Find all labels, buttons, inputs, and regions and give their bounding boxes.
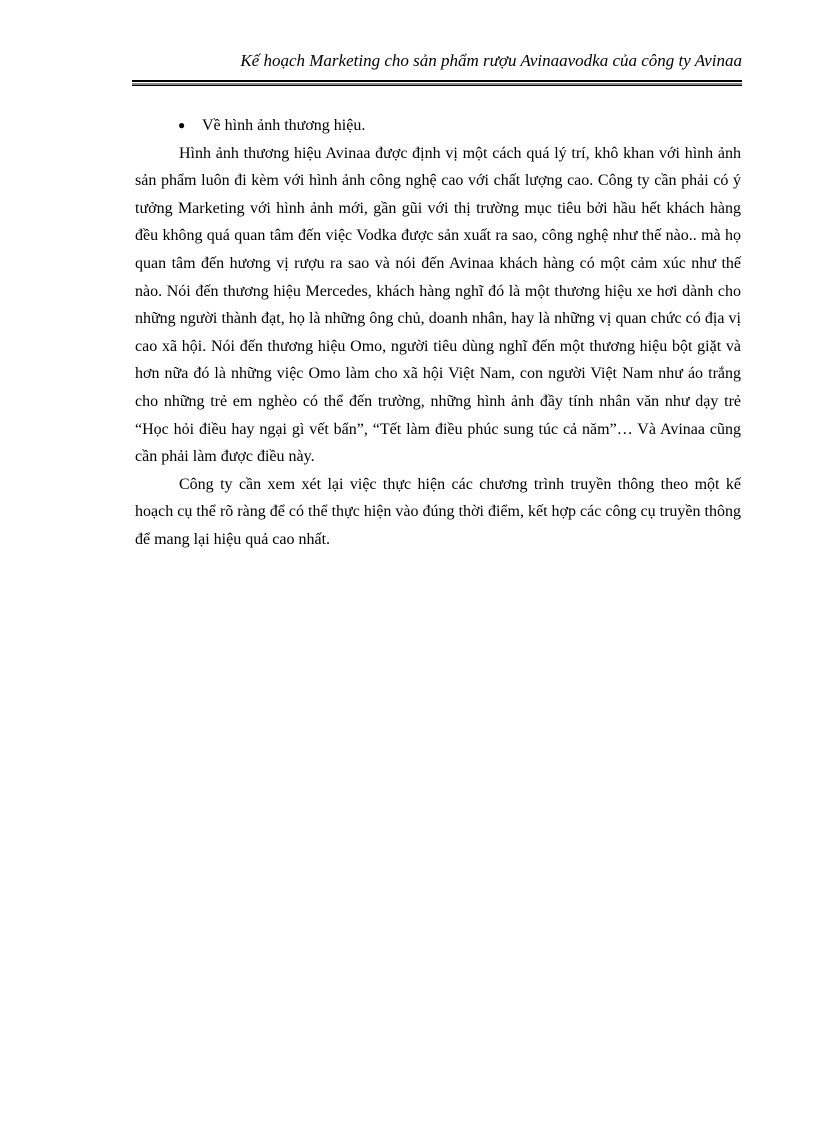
header-rule-thin — [132, 85, 742, 86]
page-header-title: Kế hoạch Marketing cho sản phẩm rượu Avinaavodka của công ty Avinaa — [240, 51, 742, 70]
paragraph-communication-plan: Công ty cần xem xét lại việc thực hiện các chương trình truyền thông theo một kế hoạch cụ thể rõ ràng để có thể thực hiện vào đúng thời điểm, kết hợp các công cụ truyền thông để mang lại hiệu quả cao nhất. — [135, 475, 741, 548]
bullet-dot-icon: ● — [178, 118, 186, 132]
bullet-heading: Về hình ảnh thương hiệu. — [202, 117, 366, 134]
header-rule-thick — [132, 80, 742, 82]
paragraph-brand-image: Hình ảnh thương hiệu Avinaa được định vị một cách quá lý trí, khô khan với hình ảnh sản phẩm luôn đi kèm với hình ảnh công nghệ cao với chất lượng cao. Công ty cần phải có ý tưởng Marketing với hình ảnh mới, gần gũi với thị trường mục tiêu bởi hầu hết khách hàng đều không quá quan tâm đến việc Vodka được sản xuất ra sao, công nghệ như thế nào.. mà họ quan tâm đến hương vị rượu ra sao và nói đến Avinaa khách hàng có một cảm xúc như thế nào. Nói đến thương hiệu Mercedes, khách hàng nghĩ đó là một thương hiệu xe hơi dành cho những người thành đạt, họ là những ông chủ, doanh nhân, hay là những vị quan chức có địa vị cao xã hội. Nói đến thương hiệu Omo, người tiêu dùng nghĩ đến một thương hiệu bột giặt và hơn nữa đó là những việc Omo làm cho xã hội Việt Nam, con người Việt Nam như áo trắng cho những trẻ em nghèo có thể đến trường, những hình ảnh đầy tính nhân văn như dạy trẻ “Học hỏi điều hay ngại gì vết bẩn”, “Tết làm điều phúc sung túc cả năm”… Và Avinaa cũng cần phải làm được điều này. — [135, 144, 741, 466]
bullet-item — [135, 112, 741, 140]
page-body — [135, 112, 741, 554]
